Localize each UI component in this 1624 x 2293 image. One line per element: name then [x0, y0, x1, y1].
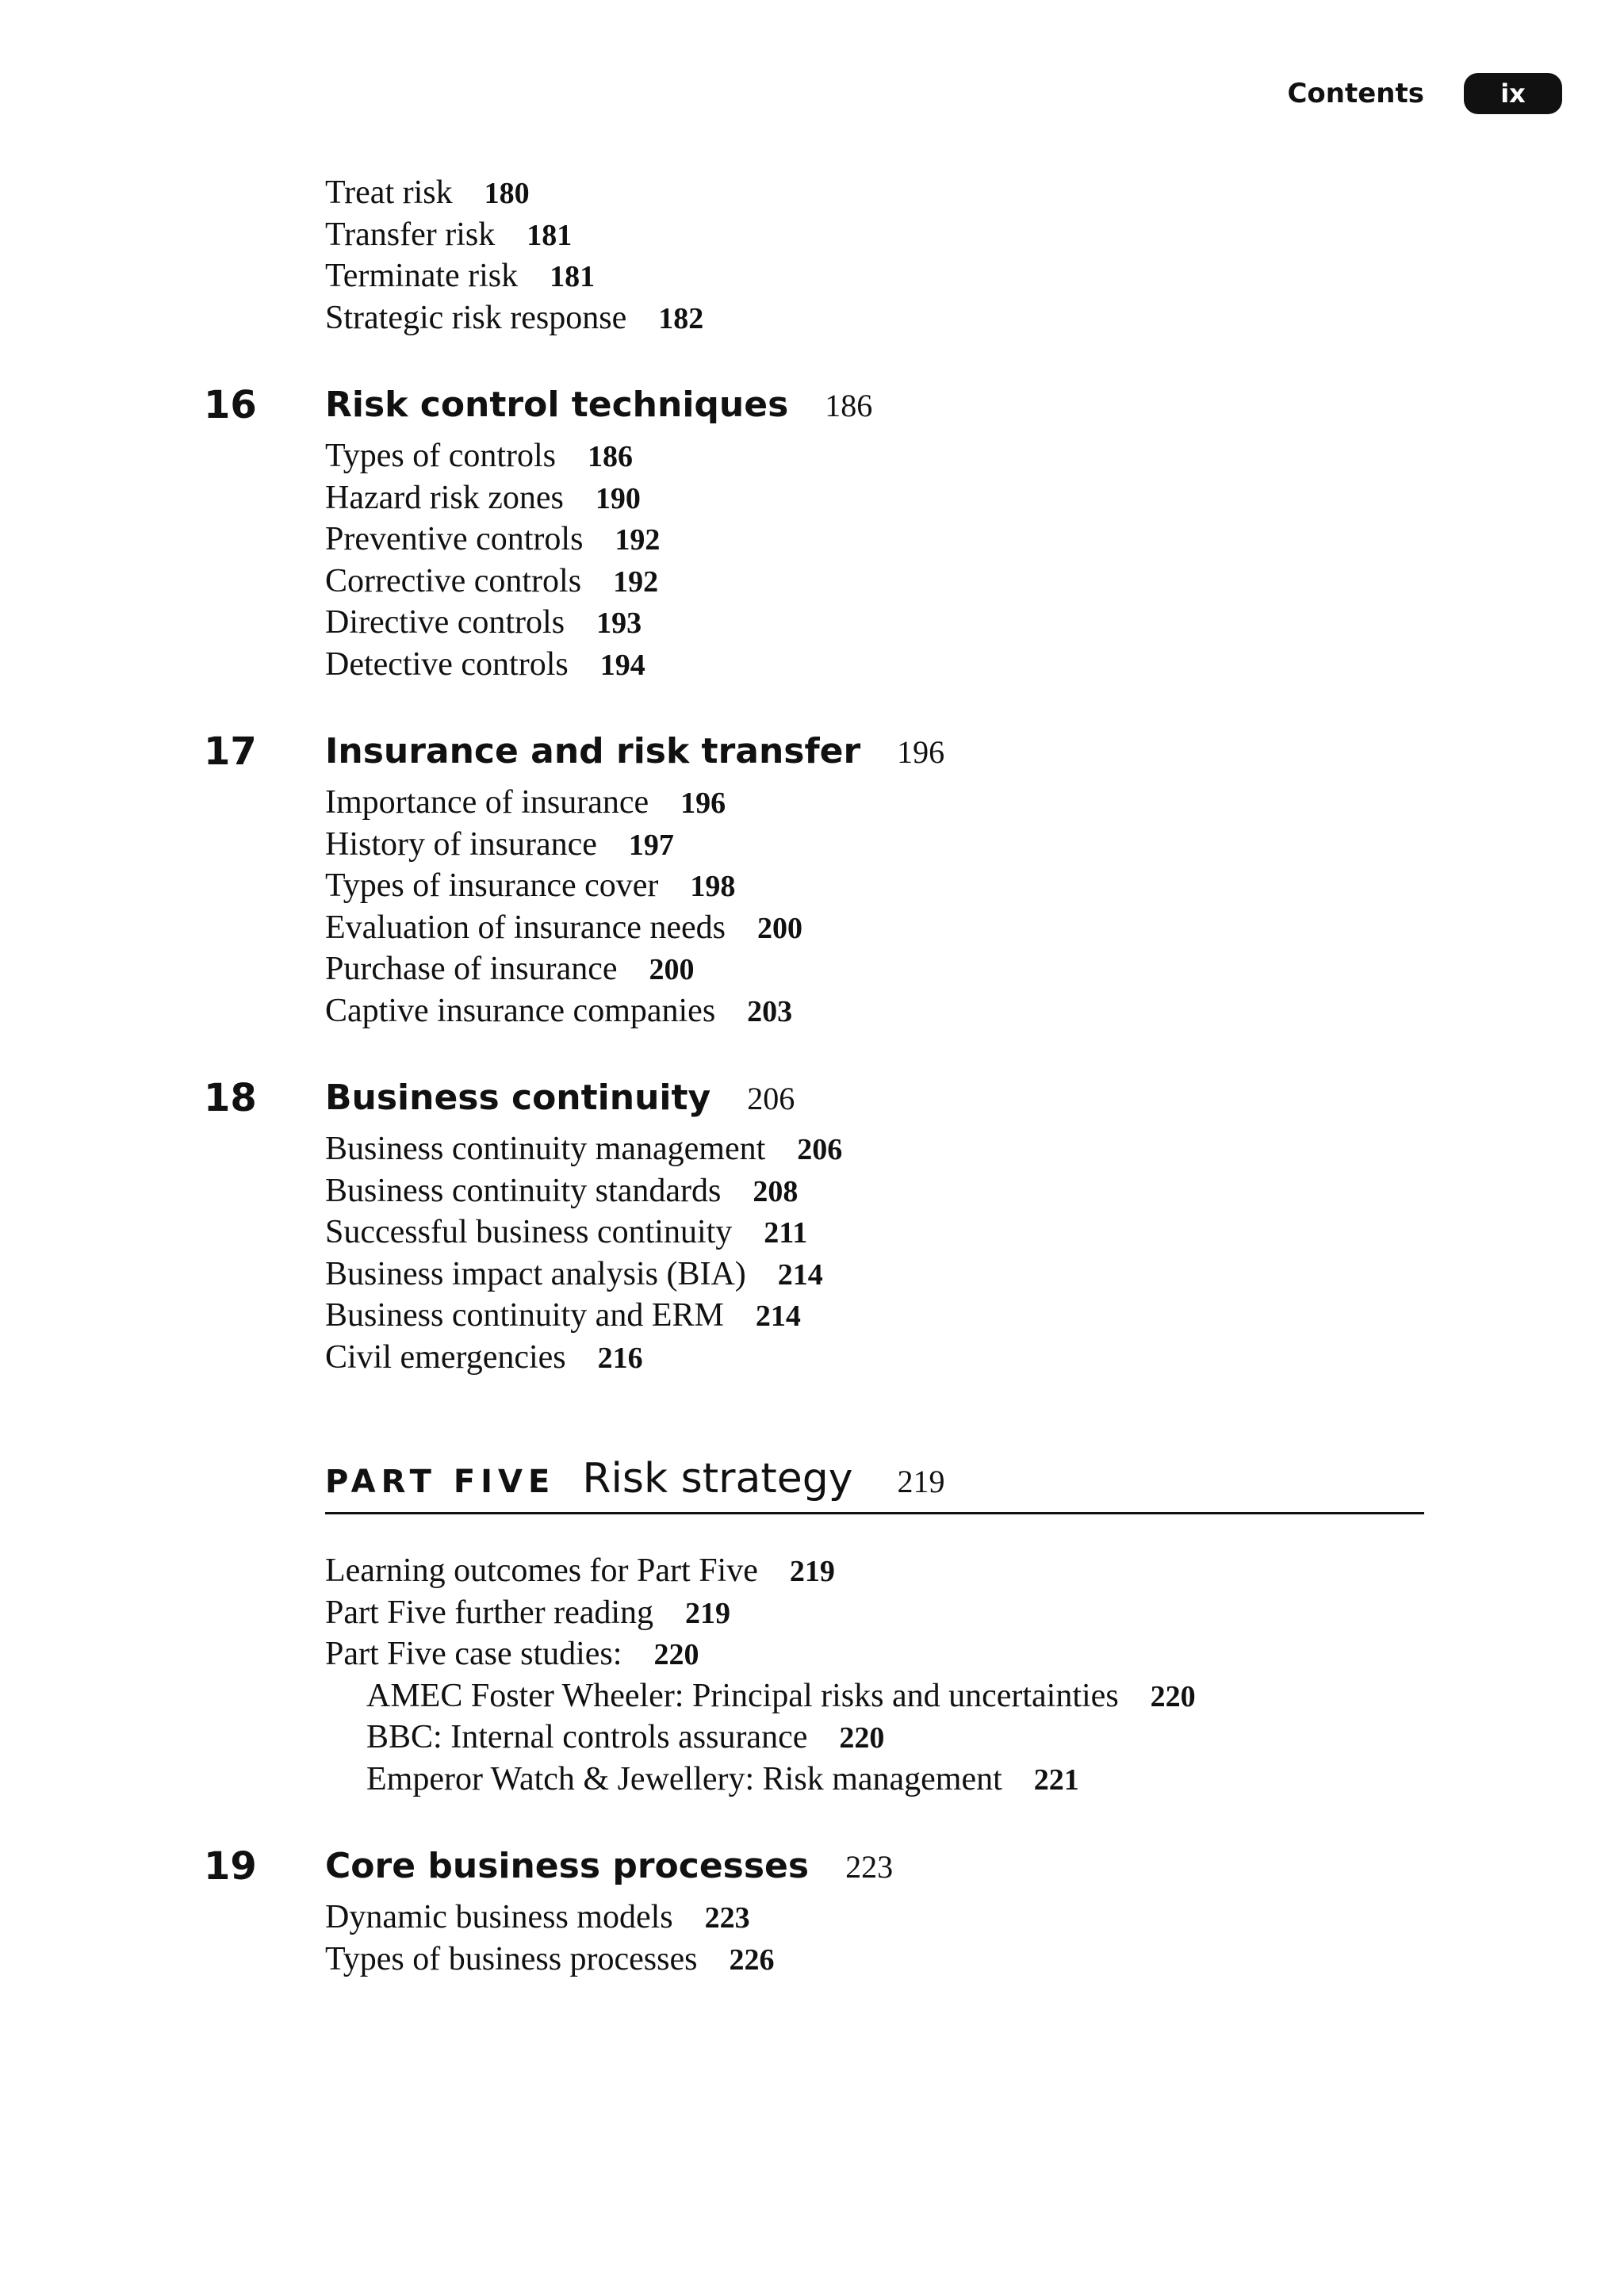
entry-title: Purchase of insurance	[325, 951, 618, 987]
entry-title: Evaluation of insurance needs	[325, 909, 726, 946]
toc-entry[interactable]	[325, 1551, 1624, 1593]
chapter-page: 196	[897, 734, 945, 770]
toc-entry[interactable]	[325, 1593, 1624, 1635]
entry-title: Emperor Watch & Jewellery: Risk management	[366, 1760, 1002, 1797]
chapter-page: 186	[825, 388, 873, 423]
entry-title: Business continuity standards	[325, 1172, 722, 1209]
toc-entry[interactable]	[325, 1171, 1624, 1213]
toc-entry[interactable]	[325, 1634, 1624, 1676]
entry-title: Captive insurance companies	[325, 992, 716, 1029]
case-study-entry[interactable]	[366, 1717, 1624, 1759]
toc-entry[interactable]	[325, 256, 1624, 298]
toc-entry[interactable]	[325, 1338, 1624, 1380]
entry-title: AMEC Foster Wheeler: Principal risks and uncertainties	[366, 1677, 1119, 1714]
toc-entry[interactable]	[325, 866, 1624, 908]
chapter-title: Core business processes 223	[325, 1846, 894, 1886]
entry-page: 192	[613, 565, 659, 599]
part-title: Risk strategy	[582, 1455, 853, 1503]
entry-page: 206	[797, 1133, 843, 1166]
entry-page: 219	[789, 1555, 835, 1588]
entry-title: Part Five further reading	[325, 1594, 654, 1631]
entry-title: Terminate risk	[325, 258, 519, 294]
entry-title: Strategic risk response	[325, 299, 627, 336]
entry-title: Importance of insurance	[325, 784, 649, 821]
toc-entry[interactable]	[325, 215, 1624, 257]
entry-page: 181	[527, 218, 573, 252]
entry-title: Business continuity management	[325, 1131, 766, 1167]
entry-page: 196	[680, 787, 726, 820]
entry-title: Dynamic business models	[325, 1899, 673, 1935]
entry-page: 226	[729, 1943, 775, 1977]
toc-entry[interactable]	[325, 1254, 1624, 1296]
case-study-entry[interactable]	[366, 1676, 1624, 1718]
entry-title: Business continuity and ERM	[325, 1297, 724, 1334]
entry-title: Successful business continuity	[325, 1214, 733, 1250]
continued-entries	[325, 173, 1624, 339]
part-page: 219	[897, 1464, 945, 1499]
toc-entry[interactable]	[325, 645, 1624, 687]
entry-page: 182	[658, 301, 704, 335]
entry-page: 219	[685, 1596, 731, 1630]
entry-page: 200	[756, 911, 802, 945]
entry-title: BBC: Internal controls assurance	[366, 1719, 808, 1755]
entry-title: Types of insurance cover	[325, 867, 659, 904]
entry-title: Types of business processes	[325, 1940, 698, 1977]
entry-page: 192	[615, 523, 661, 557]
entry-title: Transfer risk	[325, 216, 496, 253]
toc-entry[interactable]	[325, 1897, 1624, 1939]
chapter-title: Insurance and risk transfer 196	[325, 731, 945, 771]
chapter-page: 206	[747, 1081, 795, 1116]
chapter-number: 16	[204, 383, 257, 427]
entry-page: 180	[484, 177, 530, 210]
part-five-entries	[325, 1551, 1624, 1801]
entry-title: Directive controls	[325, 604, 565, 641]
chapter-19-entries	[325, 1897, 1624, 1981]
toc-entry[interactable]	[325, 991, 1624, 1033]
running-header-title: Contents	[1287, 78, 1424, 109]
entry-page: 197	[628, 828, 674, 862]
entry-page: 214	[777, 1258, 823, 1292]
part-label: PART FIVE	[325, 1464, 556, 1500]
entry-title: Corrective controls	[325, 562, 582, 599]
chapter-16-entries	[325, 436, 1624, 686]
entry-title: Part Five case studies:	[325, 1636, 622, 1672]
chapter-heading-19[interactable]	[0, 1836, 1624, 1897]
toc-entry[interactable]	[325, 436, 1624, 478]
chapter-title: Risk control techniques 186	[325, 385, 873, 425]
chapter-number: 17	[204, 729, 257, 774]
toc-entry[interactable]	[325, 1129, 1624, 1171]
entry-title: Detective controls	[325, 645, 569, 683]
toc-entry[interactable]	[325, 519, 1624, 561]
chapter-17-entries	[325, 783, 1624, 1032]
entry-page: 216	[597, 1341, 643, 1375]
toc-entry[interactable]	[325, 908, 1624, 950]
entry-title: Preventive controls	[325, 521, 584, 557]
chapter-heading-18[interactable]	[0, 1067, 1624, 1129]
entry-page: 203	[747, 994, 793, 1028]
entry-page: 208	[753, 1174, 799, 1208]
toc-entry[interactable]	[325, 1939, 1624, 1981]
chapter-heading-17[interactable]	[0, 721, 1624, 783]
entry-page: 214	[755, 1300, 801, 1333]
entry-title: Treat risk	[325, 174, 453, 211]
toc-entry[interactable]	[325, 478, 1624, 520]
entry-title: Business impact analysis (BIA)	[325, 1255, 746, 1292]
entry-page: 200	[649, 953, 695, 986]
chapter-page: 223	[845, 1849, 894, 1885]
entry-page: 211	[764, 1216, 808, 1250]
entry-page: 194	[599, 648, 645, 682]
page-number-badge: ix	[1464, 73, 1562, 114]
toc-entry[interactable]	[325, 949, 1624, 991]
entry-page: 181	[550, 260, 596, 293]
entry-title: Hazard risk zones	[325, 479, 564, 516]
entry-title: History of insurance	[325, 825, 597, 863]
chapter-heading-16[interactable]	[0, 374, 1624, 436]
entry-page: 220	[653, 1638, 699, 1671]
part-heading[interactable]	[325, 1445, 1424, 1512]
toc-entry[interactable]	[325, 603, 1624, 645]
entry-page: 220	[1150, 1679, 1196, 1713]
chapter-18-entries	[325, 1129, 1624, 1379]
entry-page: 190	[595, 481, 641, 515]
entry-page: 220	[839, 1721, 885, 1755]
entry-title: Types of controls	[325, 438, 557, 474]
entry-page: 223	[704, 1901, 750, 1935]
entry-page: 221	[1033, 1763, 1079, 1797]
running-header	[1287, 73, 1562, 114]
toc-entry[interactable]	[325, 173, 1624, 215]
toc-entry[interactable]	[325, 783, 1624, 825]
entry-title: Learning outcomes for Part Five	[325, 1552, 758, 1589]
toc-entry[interactable]	[325, 1212, 1624, 1254]
chapter-number: 18	[204, 1076, 257, 1120]
entry-page: 186	[588, 440, 634, 473]
entry-page: 193	[596, 607, 642, 640]
toc-entry[interactable]	[325, 1296, 1624, 1338]
chapter-number: 19	[204, 1844, 257, 1889]
toc-entry[interactable]	[325, 561, 1624, 603]
entry-title: Civil emergencies	[325, 1338, 566, 1376]
toc-entry[interactable]	[325, 298, 1624, 340]
toc-entry[interactable]	[325, 825, 1624, 867]
entry-page: 198	[690, 870, 736, 903]
case-study-entry[interactable]	[366, 1759, 1624, 1801]
contents-list	[0, 173, 1624, 1981]
chapter-title: Business continuity 206	[325, 1078, 795, 1118]
